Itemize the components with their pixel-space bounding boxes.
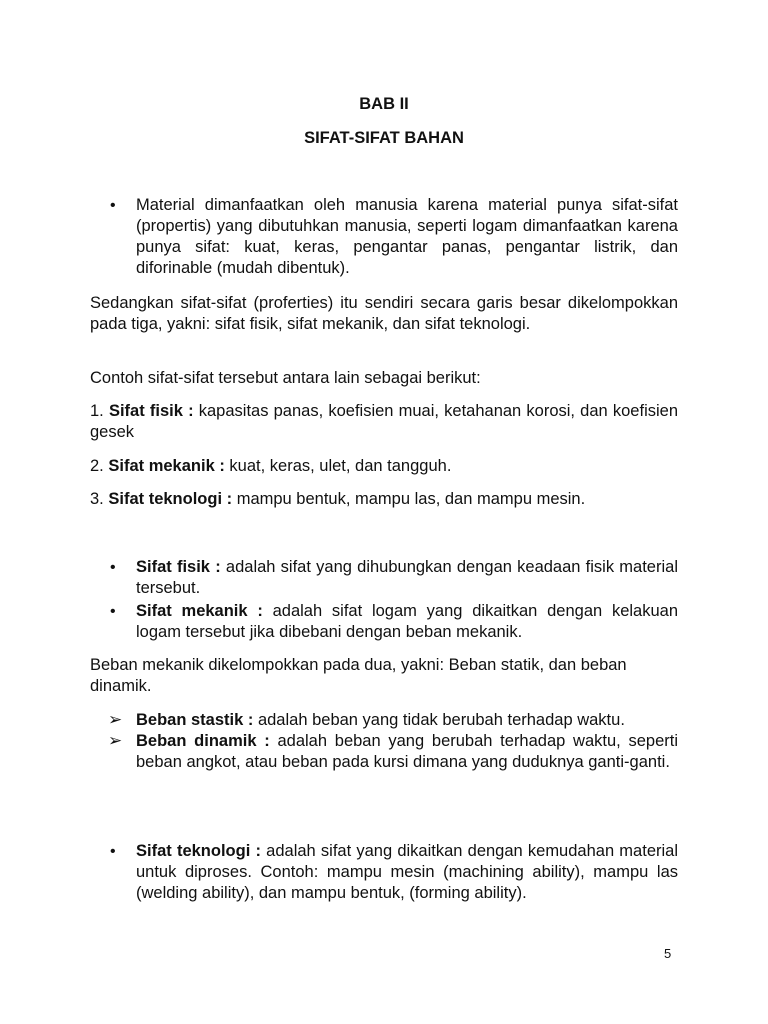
definition-bullet-mechanical: [110, 601, 678, 643]
bullet-icon: •: [110, 197, 116, 214]
definition-bullet-physical: [110, 557, 678, 599]
bullet-icon: •: [110, 559, 116, 576]
paragraph-loads: Beban mekanik dikelompokkan pada dua, yakni: Beban statik, dan beban dinamik.: [90, 656, 627, 695]
load-text: adalah beban yang berubah terhadap waktu, seperti beban angkot, atau beban pada kursi dimana yang duduknya ganti-ganti.: [136, 732, 678, 771]
numbered-item-3: [90, 489, 678, 510]
load-term: Beban stastik :: [136, 711, 254, 729]
definition-term: Sifat mekanik :: [136, 602, 263, 620]
definition-text: adalah sifat logam yang dikaitkan dengan kelakuan logam tersebut jika dibebani dengan beban mekanik.: [136, 602, 678, 641]
technology-term: Sifat teknologi :: [136, 842, 261, 860]
item-number: 2.: [90, 457, 104, 475]
item-term: Sifat fisik :: [108, 402, 194, 420]
intro-bullet-text: Material dimanfaatkan oleh manusia karena material punya sifat-sifat (propertis) yang dibutuhkan manusia, seperti logam dimanfaatkan karena punya sifat: kuat, keras, pengantar panas, pengantar listrik, dan diforinable (mudah dibentuk).: [136, 196, 678, 277]
item-term: Sifat teknologi :: [108, 490, 233, 508]
intro-bullet: [110, 195, 678, 279]
definition-text: adalah sifat yang dihubungkan dengan keadaan fisik material tersebut.: [136, 558, 678, 597]
paragraph-groups: Sedangkan sifat-sifat (proferties) itu sendiri secara garis besar dikelompokkan pada tiga, yakni: sifat fisik, sifat mekanik, dan sifat teknologi.: [90, 294, 678, 333]
load-term: Beban dinamik :: [136, 732, 270, 750]
chapter-heading: BAB II: [359, 95, 409, 113]
bullet-icon: •: [110, 603, 116, 620]
paragraph-examples: Contoh sifat-sifat tersebut antara lain sebagai berikut:: [90, 369, 481, 387]
numbered-item-1: [90, 401, 678, 443]
item-number: 1.: [90, 402, 104, 420]
arrow-bullet-icon: ➢: [108, 731, 123, 750]
numbered-item-2: [90, 456, 678, 477]
definition-term: Sifat fisik :: [136, 558, 221, 576]
load-text: adalah beban yang tidak berubah terhadap waktu.: [253, 711, 625, 729]
item-text: mampu bentuk, mampu las, dan mampu mesin.: [232, 490, 586, 508]
load-item-dynamic: [108, 731, 678, 773]
item-text: kapasitas panas, koefisien muai, ketahanan korosi, dan koefisien gesek: [90, 402, 679, 441]
item-text: kuat, keras, ulet, dan tangguh.: [224, 457, 452, 475]
chapter-subheading: SIFAT-SIFAT BAHAN: [304, 129, 464, 147]
arrow-bullet-icon: ➢: [108, 710, 123, 729]
load-item-static: [108, 710, 678, 731]
page-number: 5: [664, 946, 672, 961]
technology-bullet: [110, 841, 678, 904]
item-number: 3.: [90, 490, 104, 508]
bullet-icon: •: [110, 843, 116, 860]
item-term: Sifat mekanik :: [108, 457, 225, 475]
technology-text: adalah sifat yang dikaitkan dengan kemudahan material untuk diproses. Contoh: mampu mesin (machining ability), mampu las (welding ability), dan mampu bentuk, (forming ability).: [136, 842, 678, 902]
